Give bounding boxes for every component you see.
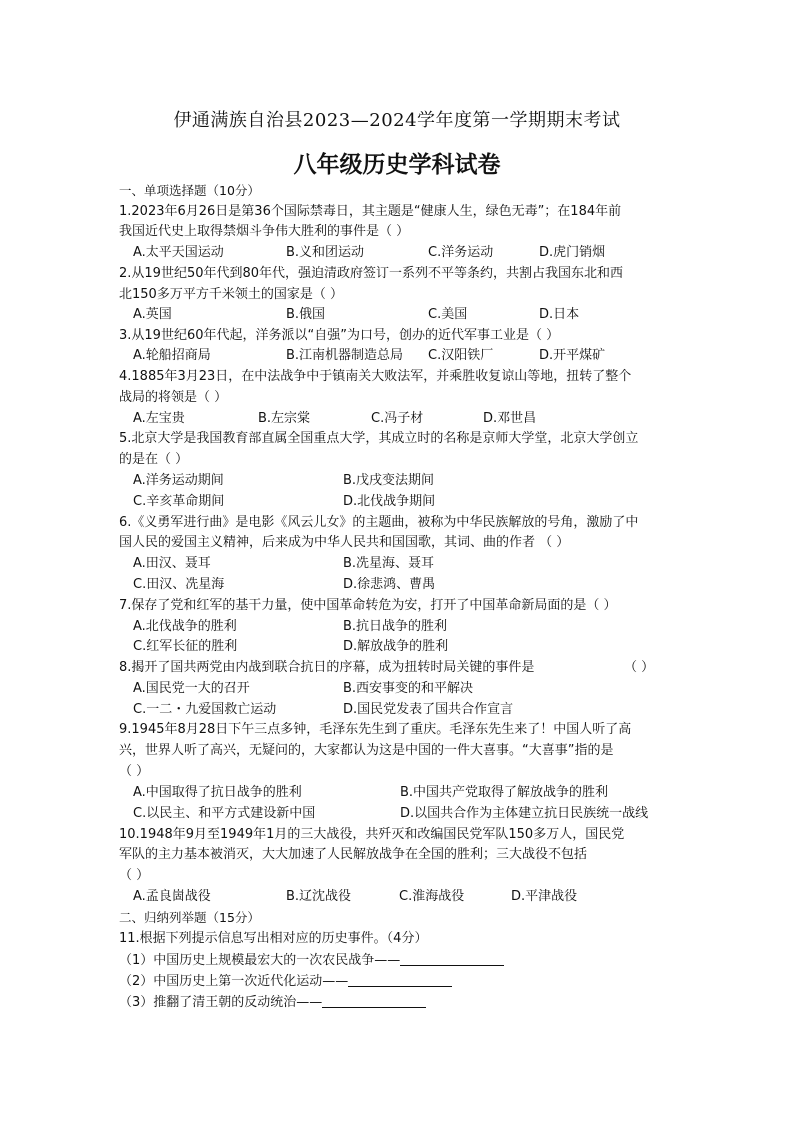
q10-line2: 军队的主力基本被消灭，大大加速了人民解放战争在全国的胜利；三大战役不包括: [119, 847, 588, 862]
q3-option-c: C.汉阳铁厂: [428, 348, 494, 363]
q8-option-a: A.国民党一大的召开: [133, 681, 250, 696]
q8-line1: 8.揭开了国共两党由内战到联合抗日的序幕，成为扭转时局关键的事件是: [119, 660, 535, 675]
q1-line1: 1.2023年6月26日是第36个国际禁毒日，其主题是“健康人生，绿色无毒”；在184年前: [119, 204, 622, 219]
q11-answer-blank-2[interactable]: [348, 973, 452, 987]
q5-option-b: B.戊戌变法期间: [343, 473, 435, 488]
section1-heading: 一、单项选择题（10分）: [119, 183, 260, 198]
q7-line1: 7.保存了党和红军的基干力量，使中国革命转危为安，打开了中国革命新局面的是（ ）: [119, 598, 617, 613]
q8-option-d: D.国民党发表了国共合作宣言: [343, 702, 514, 717]
q2-option-c: C.美国: [428, 307, 468, 322]
q10-option-d: D.平津战役: [511, 889, 578, 904]
q4-option-d: D.邓世昌: [483, 411, 537, 426]
section2-heading: 二、归纳列举题（15分）: [119, 910, 260, 925]
q1-option-b: B.义和团运动: [286, 245, 365, 260]
q9-option-c: C.以民主、和平方式建设新中国: [133, 806, 316, 821]
q1-option-d: D.虎门销烟: [539, 245, 606, 260]
q4-option-c: C.冯子材: [371, 411, 424, 426]
q9-option-b: B.中国共产党取得了解放战争的胜利: [400, 785, 609, 800]
q2-option-d: D.日本: [539, 307, 580, 322]
q3-option-a: A.轮船招商局: [133, 348, 211, 363]
q8-answer-paren: （ ）: [624, 660, 655, 675]
q9-line2: 兴，世界人听了高兴，无疑问的，大家都认为这是中国的一件大喜事。“大喜事”指的是: [119, 743, 614, 758]
q11-item-1-text: （1）中国历史上规模最宏大的一次农民战争——: [119, 953, 401, 968]
q10-option-c: C.淮海战役: [399, 889, 465, 904]
q10-line1: 10.1948年9月至1949年1月的三大战役，共歼灭和改编国民党军队150多万人，国民党: [119, 827, 625, 842]
q7-option-d: D.解放战争的胜利: [343, 639, 449, 654]
q10-line3: （ ）: [119, 868, 150, 883]
q9-option-d: D.以国共合作为主体建立抗日民族统一战线: [400, 806, 649, 821]
q1-option-c: C.洋务运动: [428, 245, 494, 260]
q2-option-b: B.俄国: [286, 307, 326, 322]
q4-option-b: B.左宗棠: [258, 411, 311, 426]
q4-option-a: A.左宝贵: [133, 411, 185, 426]
q5-line1: 5.北京大学是我国教育部直属全国重点大学，其成立时的名称是京师大学堂，北京大学创立: [119, 431, 639, 446]
q3-option-d: D.开平煤矿: [539, 348, 606, 363]
q6-option-a: A.田汉、聂耳: [133, 556, 211, 571]
q11-stem: 11.根据下列提示信息写出相对应的历史事件。（4分）: [119, 931, 428, 946]
q11-item-3: [119, 994, 426, 1011]
q9-line1: 9.1945年8月28日下午三点多钟，毛泽东先生到了重庆。毛泽东先生来了！中国人听了高: [119, 722, 632, 737]
q7-option-a: A.北伐战争的胜利: [133, 619, 237, 634]
exam-header-title: 伊通满族自治县2023—2024学年度第一学期期末考试: [173, 110, 621, 131]
q5-option-a: A.洋务运动期间: [133, 473, 224, 488]
q7-option-c: C.红军长征的胜利: [133, 639, 238, 654]
q8-option-b: B.西安事变的和平解决: [343, 681, 474, 696]
q3-option-b: B.江南机器制造总局: [286, 348, 404, 363]
q9-line3: （ ）: [119, 764, 150, 779]
q6-line2: 国人民的爱国主义精神，后来成为中华人民共和国国歌，其词、曲的作者 （ ）: [119, 535, 570, 550]
q10-option-b: B.辽沈战役: [286, 889, 352, 904]
q8-option-c: C.一二・九爱国救亡运动: [133, 702, 277, 717]
q5-line2: 的是在（ ）: [119, 452, 189, 467]
q10-option-a: A.孟良崮战役: [133, 889, 211, 904]
exam-subject-title: 八年级历史学科试卷: [293, 152, 501, 178]
q6-option-d: D.徐悲鸿、曹禺: [343, 577, 436, 592]
q11-item-2: [119, 973, 452, 990]
q4-line1: 4.1885年3月23日，在中法战争中于镇南关大败法军，并乘胜收复谅山等地，扭转了整个: [119, 369, 632, 384]
q11-answer-blank-1[interactable]: [400, 952, 504, 966]
q1-option-a: A.太平天国运动: [133, 245, 224, 260]
q2-line2: 北150多万平方千米领土的国家是（ ）: [119, 287, 343, 302]
q6-option-c: C.田汉、冼星海: [133, 577, 225, 592]
q2-option-a: A.英国: [133, 307, 172, 322]
q11-answer-blank-3[interactable]: [322, 994, 426, 1008]
q6-line1: 6.《义勇军进行曲》是电影《风云儿女》的主题曲，被称为中华民族解放的号角，激励了中: [119, 515, 639, 530]
q11-item-3-text: （3）推翻了清王朝的反动统治——: [119, 995, 323, 1010]
q11-item-1: [119, 952, 504, 969]
q7-option-b: B.抗日战争的胜利: [343, 619, 448, 634]
q6-option-b: B.冼星海、聂耳: [343, 556, 435, 571]
q5-option-d: D.北伐战争期间: [343, 494, 436, 509]
q11-item-2-text: （2）中国历史上第一次近代化运动——: [119, 974, 349, 989]
q9-option-a: A.中国取得了抗日战争的胜利: [133, 785, 302, 800]
q1-line2: 我国近代史上取得禁烟斗争伟大胜利的事件是（ ）: [119, 224, 410, 239]
q3-line1: 3.从19世纪60年代起，洋务派以“自强”为口号，创办的近代军事工业是（ ）: [119, 328, 560, 343]
q4-line2: 战局的将领是（ ）: [119, 390, 228, 405]
q5-option-c: C.辛亥革命期间: [133, 494, 225, 509]
q2-line1: 2.从19世纪50年代到80年代，强迫清政府签订一系列不平等条约，共割占我国东北和西: [119, 266, 624, 281]
